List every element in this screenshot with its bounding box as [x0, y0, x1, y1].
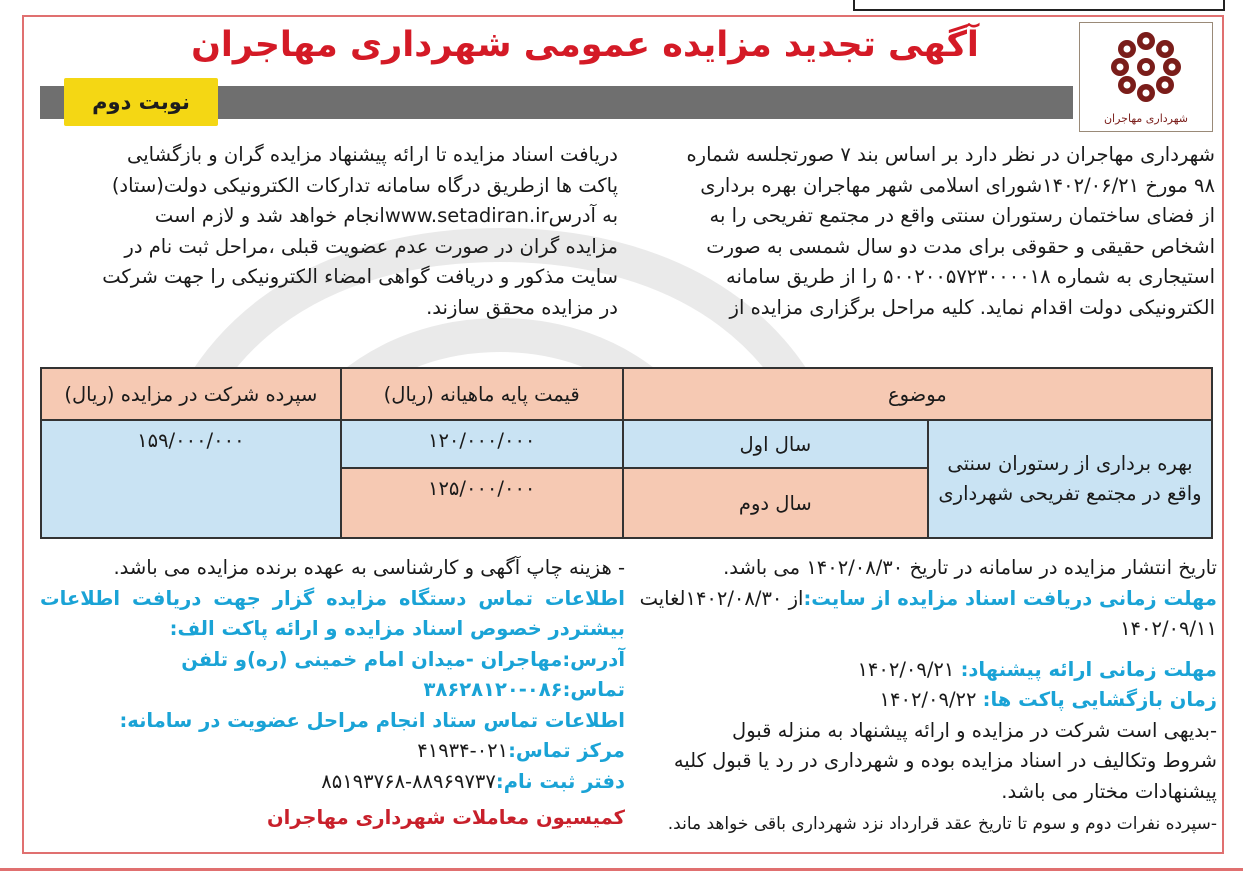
bid-table [40, 367, 1213, 539]
phone-label: تماس: [562, 678, 625, 701]
call-center-line [40, 736, 625, 767]
intro-paragraph-right [630, 140, 1215, 323]
price-cell: ۱۲۵/۰۰۰/۰۰۰ [341, 468, 623, 538]
address-line [40, 645, 625, 676]
dates-section [632, 553, 1217, 840]
year-cell: سال دوم [623, 468, 928, 538]
deposit-cell: ۱۵۹/۰۰۰/۰۰۰ [41, 420, 341, 538]
intro-right-line: الکترونیکی دولت اقدام نماید. کلیه مراحل برگزاری مزایده از [729, 295, 1215, 319]
notice-title: آگهی تجدید مزایده عمومی شهرداری مهاجران [191, 25, 979, 65]
signature: کمیسیون معاملات شهرداری مهاجران [266, 806, 625, 829]
cost-note: - هزینه چاپ آگهی و کارشناسی به عهده برنده مزایده می باشد. [113, 556, 625, 579]
price-cell: ۱۲۰/۰۰۰/۰۰۰ [341, 420, 623, 468]
intro-paragraph-left [40, 140, 618, 323]
registration-office-line [40, 767, 625, 798]
call-center-value: ۰۲۱-۴۱۹۳۴ [417, 739, 509, 762]
municipality-flower-logo-icon [1080, 23, 1212, 113]
year-cell: سال اول [623, 420, 928, 468]
receive-label: مهلت زمانی دریافت اسناد مزایده از سایت: [803, 586, 1217, 610]
registration-office-value: ۸۸۹۶۹۷۳۷-۸۵۱۹۳۷۶۸ [321, 769, 496, 793]
receive-deadline [632, 584, 1217, 615]
setad-contact-title: اطلاعات تماس ستاد انجام مراحل عضویت در سامانه: [119, 708, 625, 732]
municipality-logo [1079, 22, 1213, 132]
logo-caption: شهرداری مهاجران [1103, 112, 1189, 125]
table-header-row [41, 368, 1212, 420]
opening-time [632, 685, 1217, 716]
call-center-label: مرکز تماس: [508, 739, 625, 762]
address-value: مهاجران -میدان امام خمینی (ره)و تلفن [181, 647, 563, 671]
registration-office-label: دفتر ثبت نام: [495, 769, 625, 793]
subject-cell: بهره برداری از رستوران سنتی واقع در مجتمع تفریحی شهرداری [928, 420, 1212, 538]
intro-right-line: استیجاری به شماره ۵۰۰۲۰۰۵۷۲۳۰۰۰۰۱۸ را از طریق سامانه [726, 265, 1215, 288]
note-line: -بدیهی است شرکت در مزایده و ارائه پیشنهاد به منزله قبول [732, 718, 1217, 742]
header-deposit: سپرده شرکت در مزایده (ریال) [41, 368, 341, 420]
intro-right-line: شهرداری مهاجران در نظر دارد بر اساس بند ۷ صورتجلسه شماره [686, 143, 1215, 166]
contact-section [40, 553, 625, 834]
top-rule-box [853, 0, 1225, 11]
table-row [41, 420, 1212, 468]
phone-line [40, 675, 625, 706]
opening-label: زمان بازگشایی پاکت ها: [982, 688, 1217, 711]
receive-end: ۱۴۰۲/۰۹/۱۱ [1120, 617, 1217, 640]
submit-label: مهلت زمانی ارائه پیشنهاد: [960, 657, 1217, 681]
intro-left-line: در مزایده محقق سازند. [426, 295, 618, 319]
round-badge: نوبت دوم [64, 78, 218, 126]
phone-value: ۰۸۶-۳۸۶۲۸۱۲۰ [423, 678, 563, 701]
org-contact-title: اطلاعات تماس دستگاه مزایده گزار جهت دریافت اطلاعات بیشتردر خصوص اسناد مزایده و ارائه پاکت الف: [40, 586, 625, 640]
address-label: آدرس: [562, 647, 625, 671]
intro-left-line: سایت مذکور و دریافت گواهی امضاء الکترونیکی را جهت شرکت [102, 265, 618, 288]
intro-left-line: پاکت ها ازطریق درگاه سامانه تدارکات الکترونیکی دولت(ستاد) [111, 173, 618, 197]
last-note: -سپرده نفرات دوم و سوم تا تاریخ عقد قرارداد نزد شهرداری باقی خواهد ماند. [667, 814, 1217, 834]
header-subject: موضوع [623, 368, 1212, 420]
intro-right-line: اشخاص حقیقی و حقوقی برای مدت دو سال شمسی به صورت [706, 234, 1215, 258]
submit-value: ۱۴۰۲/۰۹/۲۱ [857, 657, 955, 681]
note-line: پیشنهادات مختار می باشد. [1001, 779, 1217, 803]
header-base-price: قیمت پایه ماهیانه (ریال) [341, 368, 623, 420]
bottom-red-rule [0, 868, 1243, 871]
intro-left-line: دریافت اسناد مزایده تا ارائه پیشنهاد مزایده گران و بازگشایی [127, 143, 618, 166]
publish-date-line: تاریخ انتشار مزایده در سامانه در تاریخ ۱۴۰۲/۰۸/۳۰ می باشد. [723, 556, 1217, 579]
intro-right-line: از فضای ساختمان رستوران سنتی واقع در مجتمع تفریحی را به [709, 204, 1215, 227]
intro-right-line: ۹۸ مورخ ۱۴۰۲/۰۶/۲۱شورای اسلامی شهر مهاجران بهره برداری [700, 173, 1215, 197]
receive-value: از ۱۴۰۲/۰۸/۳۰لغایت [639, 586, 804, 610]
intro-left-line: به آدرسwww.setadiran.irانجام خواهد شد و لازم است [154, 204, 618, 227]
submit-deadline [632, 655, 1217, 686]
intro-left-line: مزایده گران در صورت عدم عضویت قبلی ،مراحل ثبت نام در [124, 234, 618, 258]
opening-value: ۱۴۰۲/۰۹/۲۲ [879, 688, 977, 711]
note-line: شروط وتکالیف در اسناد مزایده بوده و شهرداری در رد یا قبول کلیه [673, 749, 1217, 772]
